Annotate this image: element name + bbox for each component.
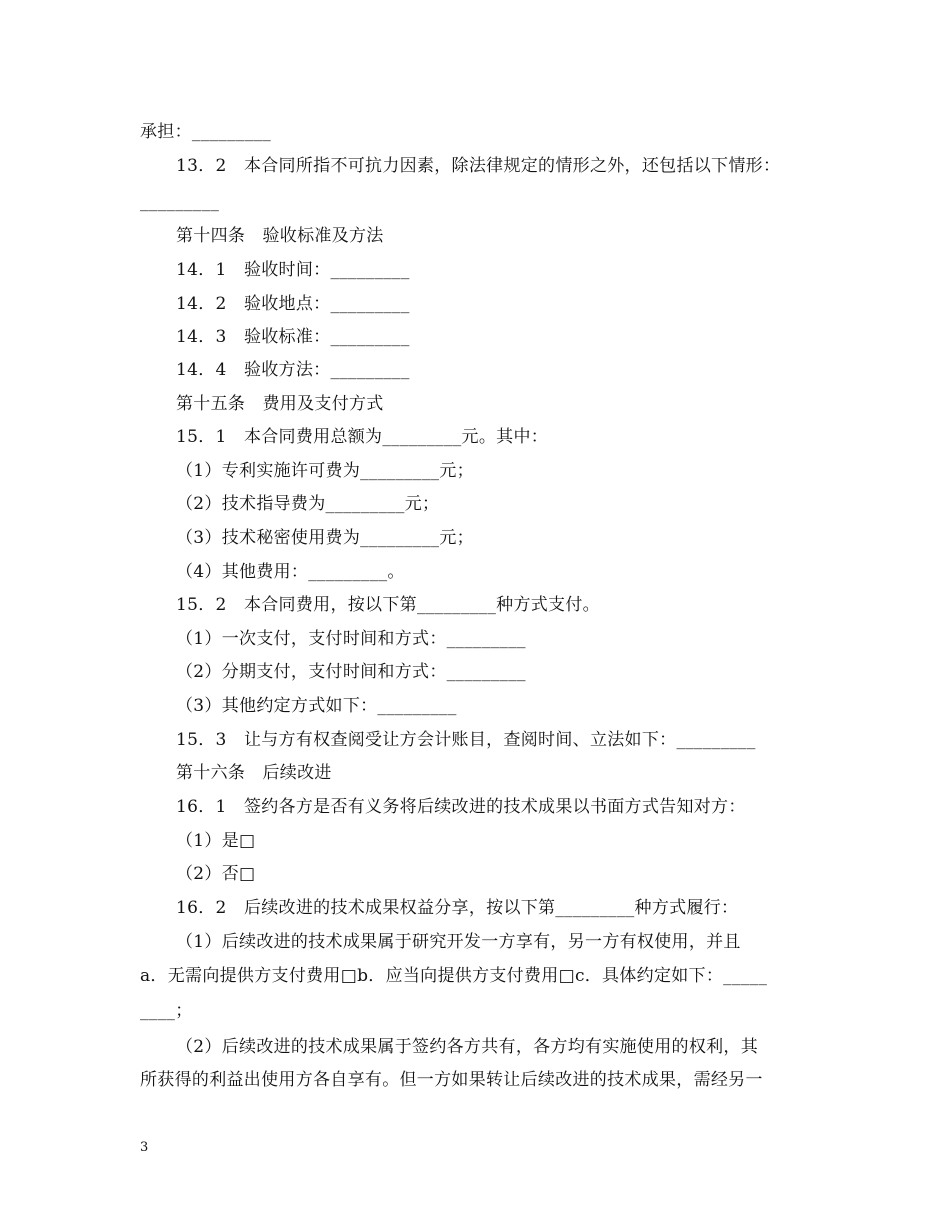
text-line: （1）后续改进的技术成果属于研究开发一方享有，另一方有权使用，并且 xyxy=(176,932,741,952)
checkbox-option: （1）是□ xyxy=(176,831,256,851)
text-line: 13．2 本合同所指不可抗力因素，除法律规定的情形之外，还包括以下情形： xyxy=(176,156,781,176)
checkbox-option: （2）否□ xyxy=(176,864,256,884)
list-item: （2）分期支付，支付时间和方式：_________ xyxy=(176,662,526,682)
text-line: 15．2 本合同费用，按以下第_________种方式支付。 xyxy=(176,595,600,615)
list-item: （1）一次支付，支付时间和方式：_________ xyxy=(176,629,526,649)
text-line: 16．1 签约各方是否有义务将后续改进的技术成果以书面方式告知对方： xyxy=(176,797,746,817)
text-line: 16．2 后续改进的技术成果权益分享，按以下第_________种方式履行： xyxy=(176,898,739,918)
list-item: （1）专利实施许可费为_________元； xyxy=(176,461,474,481)
section-heading: 第十六条 后续改进 xyxy=(176,763,332,783)
text-line: 15．1 本合同费用总额为_________元。其中： xyxy=(176,427,549,447)
text-line: 所获得的利益出使用方各自享有。但一方如果转让后续改进的技术成果，需经另一 xyxy=(140,1070,763,1090)
text-line: 14．3 验收标准：_________ xyxy=(176,327,410,347)
text-line: a．无需向提供方支付费用□b．应当向提供方支付费用□c．具体约定如下：_____ xyxy=(140,966,768,986)
text-line: 14．4 验收方法：_________ xyxy=(176,360,410,380)
blank-line: _________ xyxy=(140,192,220,212)
list-item: （3）技术秘密使用费为_________元； xyxy=(176,528,474,548)
list-item: （4）其他费用：_________。 xyxy=(176,562,405,582)
text-line: 15．3 让与方有权查阅受让方会计账目，查阅时间、立法如下：_________ xyxy=(176,730,756,750)
text-line: 14．1 验收时间：_________ xyxy=(176,260,410,280)
section-heading: 第十四条 验收标准及方法 xyxy=(176,226,384,246)
text-line: 14．2 验收地点：_________ xyxy=(176,294,410,314)
text-line: ____； xyxy=(140,1001,193,1021)
list-item: （2）技术指导费为_________元； xyxy=(176,494,440,514)
section-heading: 第十五条 费用及支付方式 xyxy=(176,394,384,414)
page-number: 3 xyxy=(140,1140,149,1155)
text-line: 承担：_________ xyxy=(140,122,272,142)
list-item: （3）其他约定方式如下：_________ xyxy=(176,696,457,716)
text-line: （2）后续改进的技术成果属于签约各方共有，各方均有实施使用的权利，其 xyxy=(176,1037,759,1057)
